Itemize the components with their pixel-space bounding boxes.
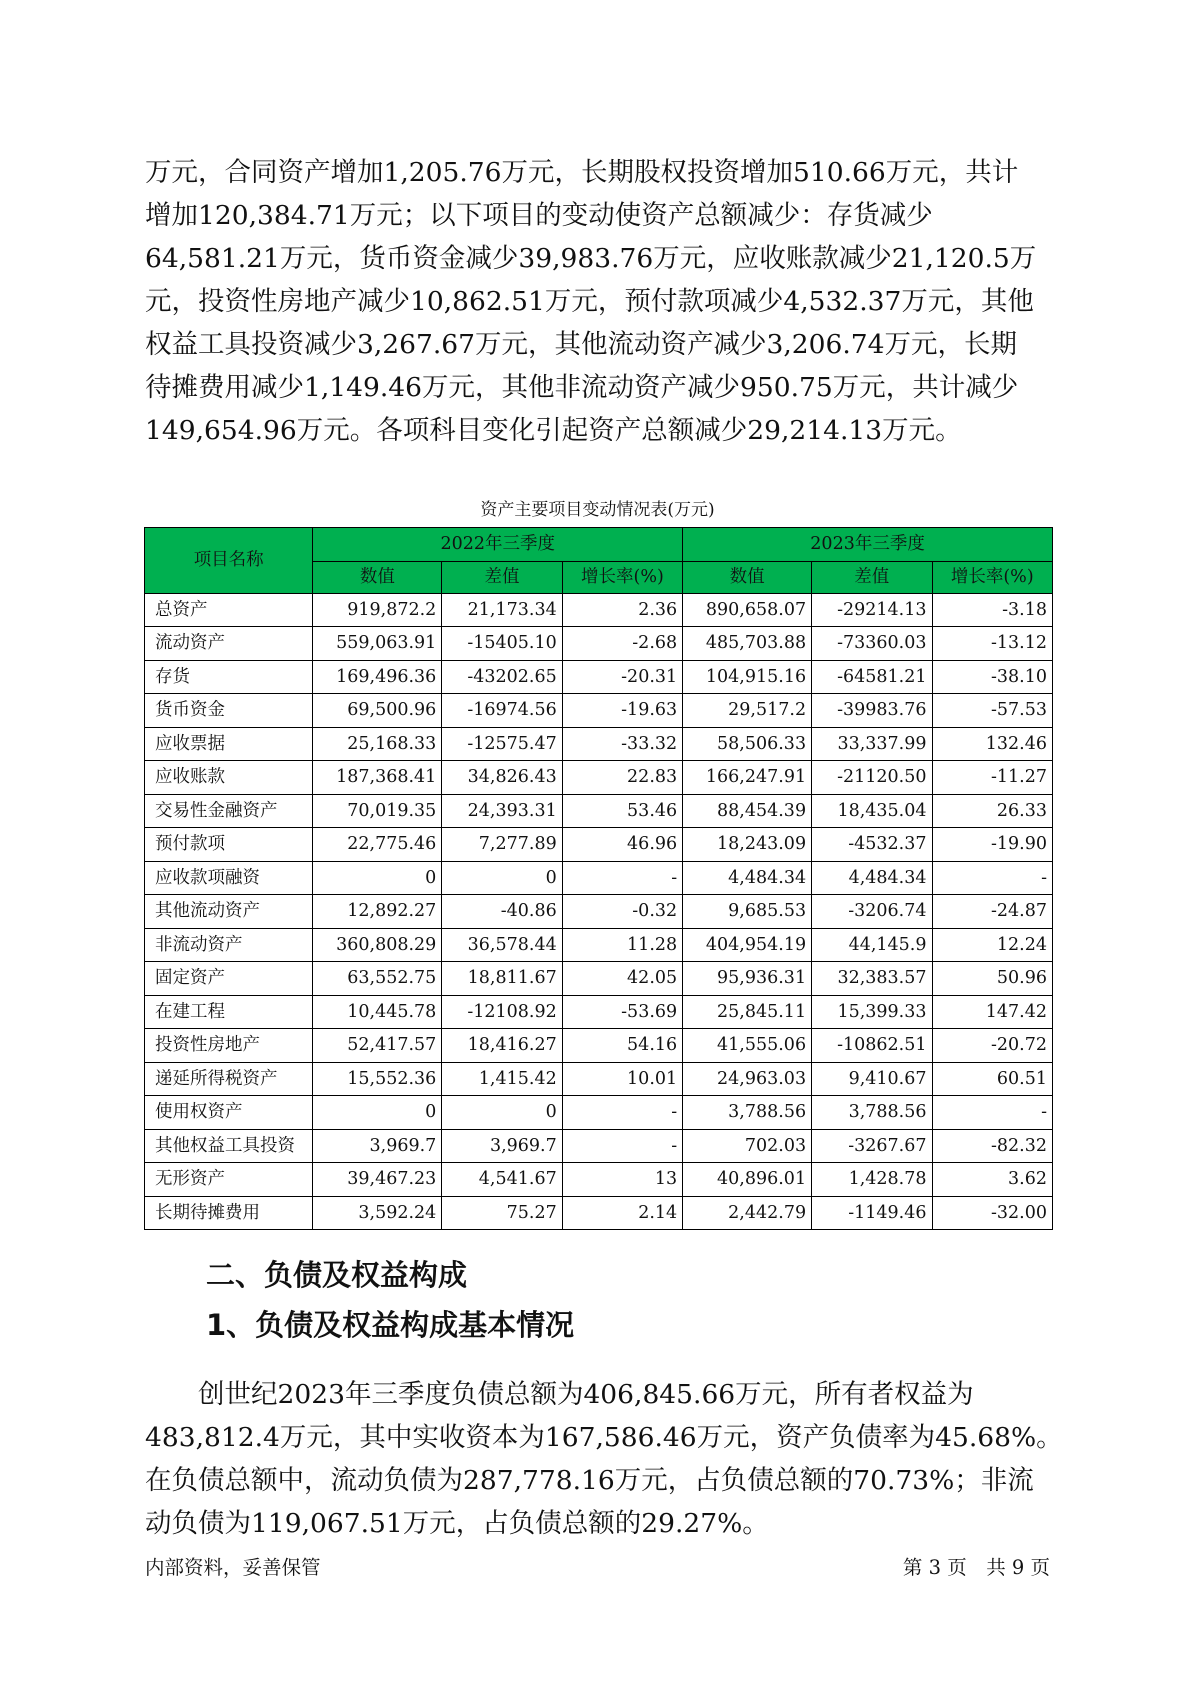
table-cell: 702.03 [683, 1129, 812, 1163]
table-cell: 18,416.27 [442, 1029, 562, 1063]
table-cell: 34,826.43 [442, 761, 562, 795]
table-row [145, 895, 1053, 929]
row-item-name: 应收账款 [145, 761, 313, 795]
table-cell: 404,954.19 [683, 928, 812, 962]
col-header-diff-2022: 差值 [442, 561, 562, 593]
table-cell: 40,896.01 [683, 1163, 812, 1197]
table-cell: 147.42 [932, 995, 1052, 1029]
table-row [145, 593, 1053, 627]
table-cell: 4,484.34 [812, 861, 932, 895]
table-cell: 3,969.7 [313, 1129, 442, 1163]
table-cell: 3,592.24 [313, 1196, 442, 1230]
table-cell: - [562, 1096, 682, 1130]
col-header-value-2023: 数值 [683, 561, 812, 593]
paragraph-line: 创世纪2023年三季度负债总额为406,845.66万元，所有者权益为 [145, 1379, 974, 1410]
table-cell: -39983.76 [812, 694, 932, 728]
row-item-name: 交易性金融资产 [145, 794, 313, 828]
table-row [145, 1163, 1053, 1197]
table-cell: 919,872.2 [313, 593, 442, 627]
table-cell: -24.87 [932, 895, 1052, 929]
table-cell: 13 [562, 1163, 682, 1197]
table-cell: 360,808.29 [313, 928, 442, 962]
table-cell: 187,368.41 [313, 761, 442, 795]
table-cell: 166,247.91 [683, 761, 812, 795]
table-cell: -3267.67 [812, 1129, 932, 1163]
row-item-name: 存货 [145, 660, 313, 694]
table-cell: 890,658.07 [683, 593, 812, 627]
table-cell: 53.46 [562, 794, 682, 828]
footer-page-number: 第 3 页 共 9 页 [902, 1556, 1050, 1579]
table-row [145, 928, 1053, 962]
table-cell: 1,415.42 [442, 1062, 562, 1096]
table-cell: -3206.74 [812, 895, 932, 929]
table-cell: 39,467.23 [313, 1163, 442, 1197]
table-cell: 132.46 [932, 727, 1052, 761]
paragraph-line: 64,581.21万元，货币资金减少39,983.76万元，应收账款减少21,120.5万 [145, 243, 1037, 274]
row-item-name: 在建工程 [145, 995, 313, 1029]
page-footer [145, 1555, 1050, 1581]
table-cell: 95,936.31 [683, 962, 812, 996]
row-item-name: 固定资产 [145, 962, 313, 996]
row-item-name: 流动资产 [145, 627, 313, 661]
table-cell: -12575.47 [442, 727, 562, 761]
table-cell: 24,393.31 [442, 794, 562, 828]
table-body [145, 593, 1053, 1230]
table-cell: 63,552.75 [313, 962, 442, 996]
row-item-name: 使用权资产 [145, 1096, 313, 1130]
table-cell: -43202.65 [442, 660, 562, 694]
table-cell: 3.62 [932, 1163, 1052, 1197]
table-cell: -10862.51 [812, 1029, 932, 1063]
table-cell: 18,811.67 [442, 962, 562, 996]
row-item-name: 投资性房地产 [145, 1029, 313, 1063]
table-cell: 1,428.78 [812, 1163, 932, 1197]
paragraph-line: 权益工具投资减少3,267.67万元，其他流动资产减少3,206.74万元，长期 [145, 329, 1018, 360]
table-row [145, 1129, 1053, 1163]
table-cell: -0.32 [562, 895, 682, 929]
table-cell: 12.24 [932, 928, 1052, 962]
table-cell: 52,417.57 [313, 1029, 442, 1063]
section-heading: 二、负债及权益构成 [206, 1258, 468, 1292]
table-cell: -53.69 [562, 995, 682, 1029]
table-cell: - [562, 1129, 682, 1163]
table-cell: -29214.13 [812, 593, 932, 627]
table-cell: 88,454.39 [683, 794, 812, 828]
table-cell: -57.53 [932, 694, 1052, 728]
table-row [145, 1029, 1053, 1063]
table-cell: 559,063.91 [313, 627, 442, 661]
table-cell: 15,552.36 [313, 1062, 442, 1096]
table-cell: 36,578.44 [442, 928, 562, 962]
table-cell: -33.32 [562, 727, 682, 761]
table-cell: 41,555.06 [683, 1029, 812, 1063]
table-row [145, 761, 1053, 795]
row-item-name: 应收款项融资 [145, 861, 313, 895]
table-cell: 25,845.11 [683, 995, 812, 1029]
table-cell: 21,173.34 [442, 593, 562, 627]
table-row [145, 828, 1053, 862]
table-row [145, 727, 1053, 761]
table-cell: 42.05 [562, 962, 682, 996]
row-item-name: 其他权益工具投资 [145, 1129, 313, 1163]
paragraph-line: 在负债总额中，流动负债为287,778.16万元，占负债总额的70.73%；非流 [145, 1465, 1034, 1496]
table-cell: -4532.37 [812, 828, 932, 862]
table-row [145, 962, 1053, 996]
table-cell: 50.96 [932, 962, 1052, 996]
col-header-growth-2022: 增长率(%) [562, 561, 682, 593]
table-cell: 10.01 [562, 1062, 682, 1096]
table-cell: 18,435.04 [812, 794, 932, 828]
table-row [145, 694, 1053, 728]
table-cell: 2.14 [562, 1196, 682, 1230]
table-cell: 60.51 [932, 1062, 1052, 1096]
table-cell: 10,445.78 [313, 995, 442, 1029]
table-cell: - [932, 861, 1052, 895]
row-item-name: 预付款项 [145, 828, 313, 862]
table-cell: -40.86 [442, 895, 562, 929]
table-cell: 15,399.33 [812, 995, 932, 1029]
table-cell: 0 [442, 861, 562, 895]
table-cell: -82.32 [932, 1129, 1052, 1163]
table-cell: 18,243.09 [683, 828, 812, 862]
row-item-name: 总资产 [145, 593, 313, 627]
table-cell: 4,541.67 [442, 1163, 562, 1197]
table-cell: 9,410.67 [812, 1062, 932, 1096]
table-cell: 485,703.88 [683, 627, 812, 661]
row-item-name: 递延所得税资产 [145, 1062, 313, 1096]
row-item-name: 长期待摊费用 [145, 1196, 313, 1230]
table-cell: -19.90 [932, 828, 1052, 862]
table-row [145, 1096, 1053, 1130]
body-paragraph-liabilities [145, 1373, 1063, 1545]
table-cell: -11.27 [932, 761, 1052, 795]
paragraph-line: 增加120,384.71万元；以下项目的变动使资产总额减少：存货减少 [145, 200, 933, 231]
table-cell: -20.31 [562, 660, 682, 694]
table-cell: 69,500.96 [313, 694, 442, 728]
paragraph-line: 待摊费用减少1,149.46万元，其他非流动资产减少950.75万元，共计减少 [145, 372, 1019, 403]
table-cell: 0 [442, 1096, 562, 1130]
table-cell: 33,337.99 [812, 727, 932, 761]
table-cell: 9,685.53 [683, 895, 812, 929]
table-cell: 0 [313, 861, 442, 895]
body-paragraph-assets-change [145, 151, 1050, 452]
table-cell: -3.18 [932, 593, 1052, 627]
table-cell: 24,963.03 [683, 1062, 812, 1096]
paragraph-line: 元，投资性房地产减少10,862.51万元，预付款项减少4,532.37万元，其他 [145, 286, 1034, 317]
table-cell: 4,484.34 [683, 861, 812, 895]
row-item-name: 其他流动资产 [145, 895, 313, 929]
table-cell: 0 [313, 1096, 442, 1130]
table-cell: 32,383.57 [812, 962, 932, 996]
table-cell: 46.96 [562, 828, 682, 862]
table-row [145, 861, 1053, 895]
table-cell: -2.68 [562, 627, 682, 661]
table-cell: - [562, 861, 682, 895]
table-row [145, 1196, 1053, 1230]
paragraph-line: 动负债为119,067.51万元，占负债总额的29.27%。 [145, 1508, 769, 1539]
col-header-diff-2023: 差值 [812, 561, 932, 593]
table-cell: -16974.56 [442, 694, 562, 728]
table-cell: 2,442.79 [683, 1196, 812, 1230]
table-cell: - [932, 1096, 1052, 1130]
row-item-name: 应收票据 [145, 727, 313, 761]
table-cell: 25,168.33 [313, 727, 442, 761]
table-cell: 58,506.33 [683, 727, 812, 761]
col-header-value-2022: 数值 [313, 561, 442, 593]
table-row [145, 794, 1053, 828]
table-cell: -20.72 [932, 1029, 1052, 1063]
paragraph-line: 149,654.96万元。各项科目变化引起资产总额减少29,214.13万元。 [145, 415, 962, 446]
table-cell: 169,496.36 [313, 660, 442, 694]
row-item-name: 非流动资产 [145, 928, 313, 962]
table-row [145, 627, 1053, 661]
group-header-2022: 2022年三季度 [313, 528, 683, 562]
footer-confidential-note: 内部资料，妥善保管 [145, 1556, 321, 1579]
paragraph-line: 483,812.4万元，其中实收资本为167,586.46万元，资产负债率为45.68%。 [145, 1422, 1063, 1453]
table-caption: 资产主要项目变动情况表(万元) [480, 500, 715, 520]
table-cell: -64581.21 [812, 660, 932, 694]
assets-change-table [144, 527, 1053, 1230]
table-cell: -19.63 [562, 694, 682, 728]
table-row [145, 995, 1053, 1029]
row-item-name: 无形资产 [145, 1163, 313, 1197]
group-header-2023: 2023年三季度 [683, 528, 1053, 562]
table-cell: 70,019.35 [313, 794, 442, 828]
table-cell: -12108.92 [442, 995, 562, 1029]
table-cell: 26.33 [932, 794, 1052, 828]
table-cell: -32.00 [932, 1196, 1052, 1230]
table-cell: 29,517.2 [683, 694, 812, 728]
paragraph-line: 万元，合同资产增加1,205.76万元，长期股权投资增加510.66万元，共计 [145, 157, 1019, 188]
table-cell: 2.36 [562, 593, 682, 627]
table-cell: 3,969.7 [442, 1129, 562, 1163]
table-cell: 104,915.16 [683, 660, 812, 694]
sub-heading: 1、负债及权益构成基本情况 [206, 1308, 575, 1342]
table-cell: -15405.10 [442, 627, 562, 661]
table-cell: -73360.03 [812, 627, 932, 661]
item-name-header: 项目名称 [145, 528, 313, 594]
table-row [145, 1062, 1053, 1096]
table-cell: -1149.46 [812, 1196, 932, 1230]
table-cell: 22.83 [562, 761, 682, 795]
table-cell: -38.10 [932, 660, 1052, 694]
table-cell: -13.12 [932, 627, 1052, 661]
col-header-growth-2023: 增长率(%) [932, 561, 1052, 593]
table-row [145, 660, 1053, 694]
table-cell: 3,788.56 [812, 1096, 932, 1130]
table-cell: 3,788.56 [683, 1096, 812, 1130]
table-cell: 11.28 [562, 928, 682, 962]
table-cell: 75.27 [442, 1196, 562, 1230]
table-cell: 44,145.9 [812, 928, 932, 962]
row-item-name: 货币资金 [145, 694, 313, 728]
table-cell: 22,775.46 [313, 828, 442, 862]
table-cell: 7,277.89 [442, 828, 562, 862]
table-cell: 12,892.27 [313, 895, 442, 929]
table-cell: -21120.50 [812, 761, 932, 795]
table-cell: 54.16 [562, 1029, 682, 1063]
